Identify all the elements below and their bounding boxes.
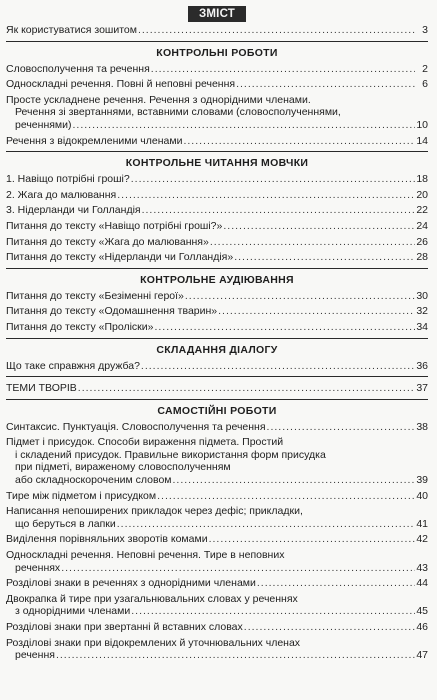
title-area: [6, 6, 428, 24]
toc-entry[interactable]: [6, 382, 428, 395]
dot-leader: [210, 236, 415, 249]
entry-row: [6, 533, 428, 546]
page-title: ЗМІСТ: [188, 6, 246, 22]
entry-row: [6, 251, 428, 264]
page-number: 37: [416, 382, 428, 395]
page-number: 44: [416, 577, 428, 590]
entry-text: Словосполучення та речення: [6, 62, 150, 75]
page-number: 45: [416, 605, 428, 618]
toc-entry[interactable]: [6, 533, 428, 546]
entry-text: Тире між підметом і присудком: [6, 489, 157, 502]
dot-leader: [267, 421, 415, 434]
dot-leader: [236, 78, 415, 91]
dot-leader: [131, 173, 415, 186]
entry-text-line: Розділові знаки при відокремлених й уточнювальних членах: [6, 636, 301, 649]
entry-text-line: і складений присудок. Правильне використання форм присудка: [15, 448, 326, 461]
page-number: 32: [416, 305, 428, 318]
section-header: САМОСТІЙНІ РОБОТИ: [157, 404, 277, 417]
entry-row: [6, 621, 428, 634]
entry-row: [6, 135, 428, 148]
toc-entry[interactable]: [6, 637, 428, 662]
section-header: СКЛАДАННЯ ДІАЛОГУ: [156, 343, 278, 356]
toc-entry[interactable]: [6, 236, 428, 249]
section-divider: [6, 41, 428, 42]
entry-row: [6, 24, 428, 37]
page-number: 40: [416, 489, 428, 502]
entry-text: Розділові знаки при звертанні й вставних словах: [6, 621, 243, 633]
entry-text: або складноскороченим словом: [15, 474, 172, 487]
entry-row: [6, 518, 428, 531]
toc-entry[interactable]: [6, 220, 428, 233]
page-number: 2: [422, 62, 428, 75]
toc-entry[interactable]: [6, 204, 428, 217]
entry-row: [6, 421, 428, 434]
entry-text: Виділення порівняльних зворотів комами: [6, 533, 208, 546]
entry-row: [6, 119, 428, 132]
entry-text: Як користуватися зошитом: [6, 24, 137, 36]
entry-text: Питання до тексту «Безіменні герої»: [6, 289, 184, 302]
entry-text: Синтаксис. Пунктуація. Словосполучення та речення: [6, 420, 266, 433]
toc-entry[interactable]: [6, 63, 428, 76]
entry-text-line: при підметі, вираженому словосполученням: [15, 461, 231, 474]
entry-text: Питання до тексту «Нідерланди чи Голландія»: [6, 251, 234, 264]
entry-row: [6, 382, 428, 395]
dot-leader: [154, 321, 415, 334]
page-number: 30: [416, 289, 428, 302]
entry-text: реченнях: [15, 561, 61, 574]
toc-entry[interactable]: [6, 505, 428, 530]
entry-row: [6, 78, 428, 91]
toc-entry[interactable]: [6, 490, 428, 503]
entry-text: 1. Навіщо потрібні гроші?: [6, 173, 130, 186]
dot-leader: [218, 305, 415, 318]
page-number: 14: [416, 134, 428, 147]
dot-leader: [73, 119, 415, 132]
section-divider: [6, 399, 428, 400]
toc-entry[interactable]: [6, 135, 428, 148]
page-number: 20: [416, 188, 428, 201]
dot-leader: [173, 474, 415, 487]
toc-entry[interactable]: [6, 436, 428, 486]
toc-entry[interactable]: [6, 305, 428, 318]
entry-text: з однорідними членами: [15, 605, 131, 618]
dot-leader: [117, 189, 415, 202]
entry-row: [6, 63, 428, 76]
page-number: 34: [416, 320, 428, 333]
entry-text: 3. Нідерланди чи Голландія: [6, 204, 141, 217]
entry-text: речення: [15, 649, 55, 662]
entry-row: [6, 305, 428, 318]
entry-row: [6, 204, 428, 217]
dot-leader: [151, 63, 415, 76]
entry-text: реченнями): [15, 118, 72, 131]
dot-leader: [183, 135, 415, 148]
page-number: 46: [416, 621, 428, 633]
page-number: 43: [416, 561, 428, 574]
entry-text-line: Просте ускладнене речення. Речення з однорідними членами.: [6, 93, 311, 106]
entry-row: [6, 290, 428, 303]
dot-leader: [78, 382, 415, 395]
entry-row: [6, 321, 428, 334]
toc-entry[interactable]: [6, 593, 428, 618]
page-number: 3: [422, 24, 428, 36]
entry-text: Речення з відокремленими членами: [6, 134, 183, 147]
entry-row: [6, 605, 428, 618]
section-header: КОНТРОЛЬНЕ АУДІЮВАННЯ: [140, 273, 294, 286]
entry-row: [6, 649, 428, 662]
entry-text: Питання до тексту «Проліски»: [6, 320, 154, 333]
page-number: 47: [416, 649, 428, 662]
entry-text: що беруться в лапки: [15, 517, 116, 530]
page-number: 10: [416, 118, 428, 131]
toc-entry[interactable]: [6, 360, 428, 373]
entry-text-line: Підмет і присудок. Способи вираження підмета. Простий: [6, 436, 284, 449]
entry-text: Питання до тексту «Жага до малювання»: [6, 235, 209, 248]
toc-entry[interactable]: [6, 173, 428, 186]
entry-row: [6, 236, 428, 249]
toc-entry[interactable]: [6, 78, 428, 91]
entry-row: [6, 562, 428, 575]
entry-row: [6, 474, 428, 487]
toc-entry[interactable]: [6, 189, 428, 202]
toc-entry[interactable]: [6, 549, 428, 574]
dot-leader: [257, 577, 415, 590]
section-divider: [6, 268, 428, 269]
section-header: КОНТРОЛЬНЕ ЧИТАННЯ МОВЧКИ: [125, 157, 309, 170]
section-header: КОНТРОЛЬНІ РОБОТИ: [156, 46, 278, 59]
page-number: 22: [416, 204, 428, 217]
toc-entry[interactable]: [6, 94, 428, 132]
page-number: 6: [422, 78, 428, 91]
dot-leader: [61, 562, 415, 575]
dot-leader: [244, 621, 415, 634]
section-divider: [6, 338, 428, 339]
page-number: 38: [416, 420, 428, 433]
page-number: 18: [416, 173, 428, 186]
page-number: 26: [416, 235, 428, 248]
entry-text-line: Двокрапка й тире при узагальнювальних словах у реченнях: [6, 592, 298, 605]
toc-entry[interactable]: [6, 577, 428, 590]
entry-text-line: Речення зі звертаннями, вставними словами (словосполученнями,: [15, 106, 341, 119]
dot-leader: [131, 605, 415, 618]
entry-row: [6, 220, 428, 233]
dot-leader: [141, 360, 415, 373]
entry-text: 2. Жага до малювання: [6, 188, 117, 201]
toc-entry[interactable]: [6, 290, 428, 303]
entry-text: Односкладні речення. Повні й неповні речення: [6, 78, 236, 91]
dot-leader: [117, 518, 415, 531]
entry-text-line: Односкладні речення. Неповні речення. Тире в неповних: [6, 549, 285, 562]
dot-leader: [138, 24, 415, 37]
toc-entry[interactable]: [6, 251, 428, 264]
page-number: 41: [416, 517, 428, 530]
toc-entry[interactable]: [6, 321, 428, 334]
page-number: 28: [416, 251, 428, 264]
entry-text: Питання до тексту «Навіщо потрібні гроші?»: [6, 219, 223, 232]
toc-entry-intro[interactable]: [6, 24, 428, 37]
page-number: 24: [416, 219, 428, 232]
entry-row: [6, 490, 428, 503]
dot-leader: [56, 649, 415, 662]
dot-leader: [223, 220, 415, 233]
entry-row: [6, 360, 428, 373]
entry-text: Питання до тексту «Одомашнення тварин»: [6, 305, 218, 318]
toc-sections: [6, 41, 428, 662]
entry-text-line: Написання непоширених прикладок через дефіс; прикладки,: [6, 505, 303, 518]
dot-leader: [209, 533, 415, 546]
dot-leader: [157, 490, 415, 503]
dot-leader: [142, 204, 415, 217]
toc-entry[interactable]: [6, 421, 428, 434]
page-number: 36: [416, 359, 428, 372]
entry-row: [6, 173, 428, 186]
entry-row: [6, 189, 428, 202]
page-number: 42: [416, 533, 428, 546]
section-divider: [6, 151, 428, 152]
entry-text: Що таке справжня дружба?: [6, 359, 140, 372]
dot-leader: [234, 251, 415, 264]
entry-text: ТЕМИ ТВОРІВ: [6, 382, 77, 395]
dot-leader: [185, 290, 415, 303]
toc-entry[interactable]: [6, 621, 428, 634]
entry-row: [6, 577, 428, 590]
page-number: 39: [416, 474, 428, 487]
entry-text: Розділові знаки в реченнях з однорідними членами: [6, 577, 256, 590]
